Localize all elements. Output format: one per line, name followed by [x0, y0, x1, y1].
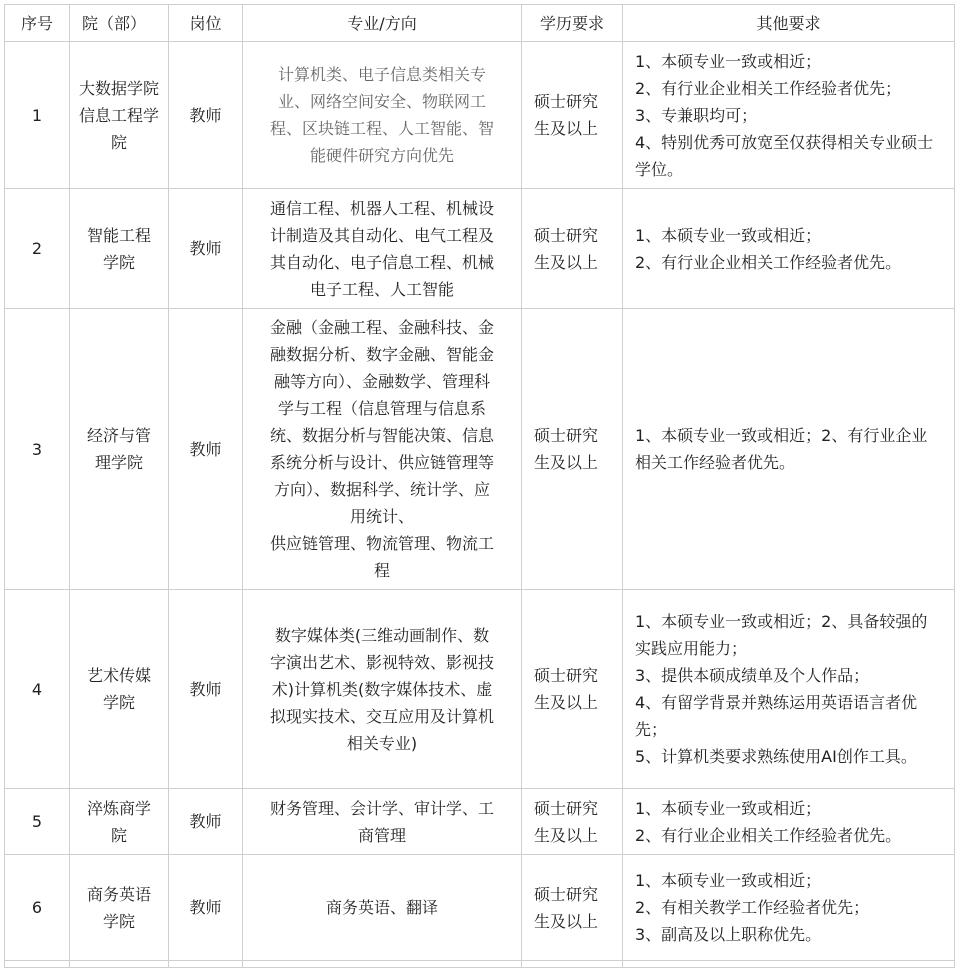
row-post: 教师 — [169, 789, 243, 855]
row-post: 教师 — [169, 855, 243, 961]
row-major: 商务英语、翻译 — [243, 855, 522, 961]
table-row-partial — [5, 961, 955, 968]
dept-line: 学院 — [102, 693, 135, 712]
dept-line: 智能工程 — [86, 225, 151, 245]
dept-line: 艺术传媒 — [86, 666, 151, 685]
major-line: 其自动化、电子信息工程、机械 — [269, 252, 494, 272]
major-line: 电子工程、人工智能 — [309, 279, 454, 299]
edu-line: 硕士研究 — [534, 666, 599, 685]
major-line: 通信工程、机器人工程、机械设 — [269, 198, 494, 218]
row-other — [623, 789, 955, 855]
major-line: 财务管理、会计学、审计学、工 — [269, 798, 494, 818]
major-line: 系统分析与设计、供应链管理等 — [269, 453, 494, 472]
dept-line: 学院 — [102, 911, 135, 931]
other-line: 1、本硕专业一致或相近； — [635, 225, 822, 245]
dept-line: 商务英语 — [86, 884, 151, 904]
dept-line: 大数据学院 — [78, 78, 159, 98]
other-line: 5、计算机类要求熟练使用AI创作工具。 — [635, 747, 917, 766]
dept-line: 院 — [110, 825, 127, 845]
row-post: 教师 — [169, 189, 243, 309]
other-line: 1、本硕专业一致或相近； — [635, 51, 822, 71]
other-line: 4、有留学背景并熟练运用英语语言者优先； — [635, 693, 918, 739]
empty-cell — [5, 961, 70, 968]
major-line: 方向）、数据科学、统计学、应 — [273, 480, 490, 499]
major-line: 术)计算机类(数字媒体技术、虚 — [271, 679, 493, 699]
major-line: 商管理 — [357, 825, 406, 845]
header-major: 专业/方向 — [243, 5, 522, 42]
major-line: 能硬件研究方向优先 — [309, 146, 454, 165]
major-line: 相关专业) — [346, 733, 418, 753]
dept-line: 理学院 — [94, 453, 143, 472]
row-edu — [522, 42, 623, 189]
row-dept — [70, 789, 169, 855]
row-no: 5 — [5, 789, 70, 855]
row-edu — [522, 855, 623, 961]
row-major — [243, 42, 522, 189]
edu-line: 生及以上 — [534, 119, 599, 138]
dept-line: 信息工程学院 — [78, 105, 159, 152]
other-line: 2、有行业企业相关工作经验者优先。 — [635, 825, 902, 845]
row-dept — [70, 42, 169, 189]
major-line: 业、网络空间安全、物联网工 — [277, 92, 486, 111]
edu-line: 硕士研究 — [534, 92, 599, 111]
row-edu — [522, 189, 623, 309]
major-line: 融数据分析、数字金融、智能金 — [269, 345, 494, 364]
row-other — [623, 42, 955, 189]
header-no: 序号 — [5, 5, 70, 42]
other-line: 1、本硕专业一致或相近； — [635, 871, 822, 890]
header-post: 岗位 — [169, 5, 243, 42]
recruitment-table — [4, 4, 955, 968]
row-post: 教师 — [169, 590, 243, 789]
row-major — [243, 309, 522, 590]
row-post: 教师 — [169, 309, 243, 590]
edu-line: 生及以上 — [534, 911, 599, 931]
other-line: 2、有相关教学工作经验者优先； — [635, 898, 870, 917]
header-other: 其他要求 — [623, 5, 955, 42]
edu-line: 硕士研究 — [534, 884, 599, 904]
major-line: 融等方向）、金融数学、管理科 — [273, 372, 490, 391]
row-no: 6 — [5, 855, 70, 961]
major-line: 学与工程（信息管理与信息系 — [277, 399, 486, 418]
other-line: 3、专兼职均可； — [635, 105, 758, 125]
row-post: 教师 — [169, 42, 243, 189]
table-row — [5, 590, 955, 789]
major-line: 拟现实技术、交互应用及计算机 — [269, 706, 494, 726]
table-row — [5, 189, 955, 309]
empty-cell — [243, 961, 522, 968]
major-line: 统、数据分析与智能决策、信息 — [269, 426, 494, 445]
empty-cell — [522, 961, 623, 968]
other-line: 1、本硕专业一致或相近；2、有行业企业相关工作经验者优先。 — [635, 426, 928, 472]
row-major — [243, 789, 522, 855]
row-edu — [522, 789, 623, 855]
empty-cell — [623, 961, 955, 968]
row-dept — [70, 590, 169, 789]
edu-line: 生及以上 — [534, 252, 599, 272]
edu-line: 硕士研究 — [534, 426, 599, 445]
dept-line: 淬炼商学 — [86, 798, 151, 818]
row-no: 2 — [5, 189, 70, 309]
edu-line: 硕士研究 — [534, 798, 599, 818]
row-major — [243, 590, 522, 789]
other-line: 3、副高及以上职称优先。 — [635, 925, 822, 944]
edu-line: 生及以上 — [534, 693, 599, 712]
major-line: 程 — [373, 561, 390, 580]
major-line: 金融（金融工程、金融科技、金 — [269, 318, 494, 337]
header-row — [5, 5, 955, 42]
row-dept — [70, 189, 169, 309]
empty-cell — [70, 961, 169, 968]
major-line: 计算机类、电子信息类相关专 — [277, 65, 486, 84]
header-edu: 学历要求 — [522, 5, 623, 42]
other-line: 4、特别优秀可放宽至仅获得相关专业硕士学位。 — [635, 132, 934, 179]
row-edu — [522, 590, 623, 789]
other-line: 2、有行业企业相关工作经验者优先； — [635, 78, 902, 98]
major-line: 程、区块链工程、人工智能、智 — [269, 119, 494, 138]
row-no: 1 — [5, 42, 70, 189]
table-row — [5, 855, 955, 961]
header-dept: 院（部） — [70, 5, 169, 42]
row-other — [623, 855, 955, 961]
edu-line: 生及以上 — [534, 453, 599, 472]
other-line: 3、提供本硕成绩单及个人作品； — [635, 666, 870, 685]
row-other — [623, 189, 955, 309]
edu-line: 生及以上 — [534, 825, 599, 845]
dept-line: 经济与管 — [86, 426, 151, 445]
row-no: 4 — [5, 590, 70, 789]
table-row — [5, 42, 955, 189]
other-line: 2、有行业企业相关工作经验者优先。 — [635, 252, 902, 272]
edu-line: 硕士研究 — [534, 225, 599, 245]
row-dept — [70, 855, 169, 961]
row-other — [623, 590, 955, 789]
table-row — [5, 309, 955, 590]
row-major — [243, 189, 522, 309]
row-other — [623, 309, 955, 590]
major-line: 字演出艺术、影视特效、影视技 — [269, 652, 494, 672]
table-row — [5, 789, 955, 855]
major-line: 计制造及其自动化、电气工程及 — [269, 225, 494, 245]
major-line: 供应链管理、物流管理、物流工 — [269, 534, 494, 553]
other-line: 1、本硕专业一致或相近； — [635, 798, 822, 818]
other-line: 1、本硕专业一致或相近；2、具备较强的实践应用能力； — [635, 612, 928, 658]
row-edu — [522, 309, 623, 590]
row-dept — [70, 309, 169, 590]
dept-line: 学院 — [102, 252, 135, 272]
major-line: 数字媒体类(三维动画制作、数 — [274, 625, 490, 645]
major-line: 用统计、 — [349, 507, 414, 526]
empty-cell — [169, 961, 243, 968]
row-no: 3 — [5, 309, 70, 590]
